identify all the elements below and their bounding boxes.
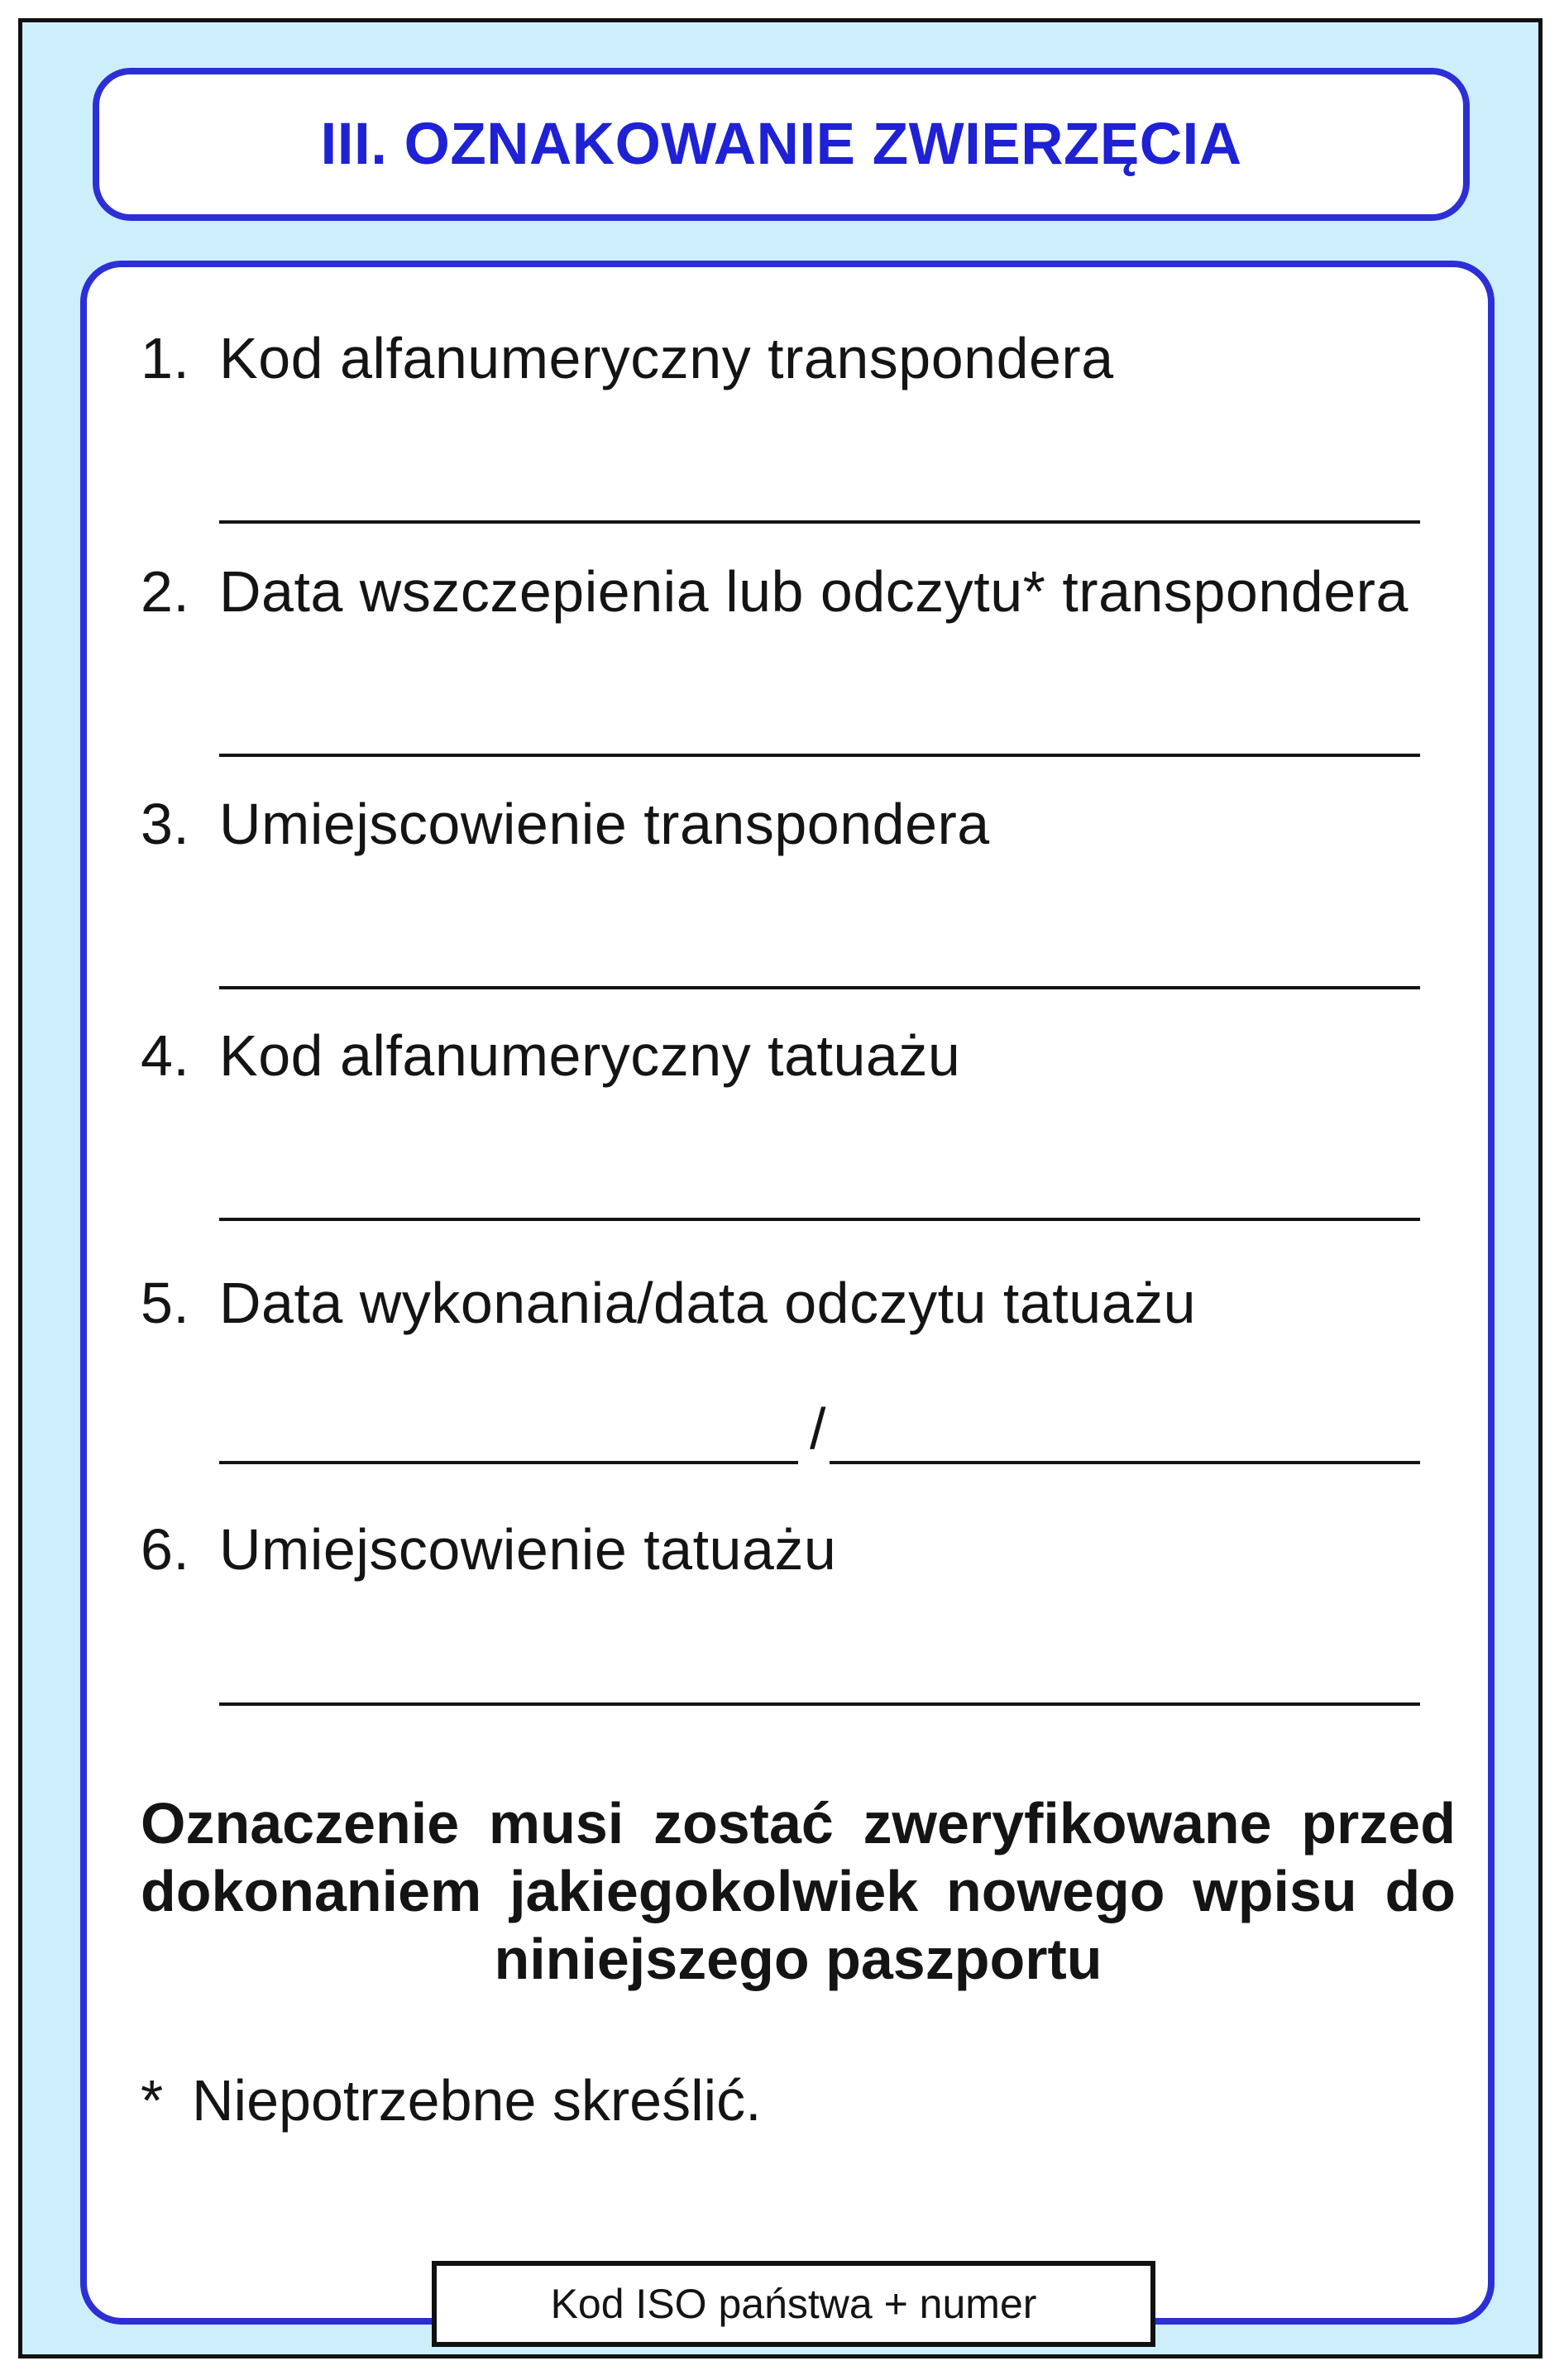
field-text: Kod alfanumeryczny transpondera — [219, 326, 1114, 390]
section-title-box — [93, 68, 1470, 221]
field-number: 5. — [141, 1271, 190, 1335]
field-text: Umiejscowienie tatuażu — [219, 1517, 837, 1582]
field-text: Umiejscowienie transpondera — [219, 792, 990, 856]
section-title: III. OZNAKOWANIE ZWIERZĘCIA — [320, 112, 1242, 177]
tattoo-application-date-entry-line[interactable] — [219, 1461, 798, 1464]
field-number: 2. — [141, 559, 190, 624]
footnote-text: Niepotrzebne skreślić. — [192, 2068, 762, 2133]
transponder-date-entry-line[interactable] — [219, 754, 1420, 757]
footer-label: Kod ISO państwa + numer — [550, 2281, 1037, 2327]
field-label-transponder-date — [141, 558, 1409, 625]
field-text: Kod alfanumeryczny tatuażu — [219, 1023, 961, 1088]
tattoo-code-entry-line[interactable] — [219, 1218, 1420, 1221]
field-number: 4. — [141, 1023, 190, 1088]
footer-label-box — [432, 2261, 1155, 2347]
identification-form — [80, 261, 1495, 2325]
tattoo-location-entry-line[interactable] — [219, 1702, 1420, 1706]
footnote-marker: * — [141, 2068, 164, 2133]
date-separator: / — [810, 1396, 826, 1461]
field-text: Data wykonania/data odczytu tatuażu — [219, 1271, 1197, 1335]
field-label-tattoo-code — [141, 1022, 960, 1089]
field-label-tattoo-location — [141, 1516, 836, 1583]
field-number: 3. — [141, 792, 190, 856]
field-label-tattoo-date — [141, 1270, 1196, 1336]
field-number: 6. — [141, 1517, 190, 1582]
verification-notice: Oznaczenie musi zostać zweryfikowane przed dokonaniem jakiegokolwiek nowego wpisu do niniejszego paszportu — [141, 1791, 1456, 1991]
transponder-code-entry-line[interactable] — [219, 520, 1420, 524]
tattoo-reading-date-entry-line[interactable] — [830, 1461, 1420, 1464]
field-label-transponder-location — [141, 791, 990, 857]
footnote — [141, 2067, 762, 2133]
field-number: 1. — [141, 326, 190, 390]
passport-page — [18, 18, 1542, 2358]
field-label-transponder-code — [141, 325, 1114, 391]
transponder-location-entry-line[interactable] — [219, 986, 1420, 989]
field-text: Data wszczepienia lub odczytu* transpondera — [219, 559, 1409, 624]
